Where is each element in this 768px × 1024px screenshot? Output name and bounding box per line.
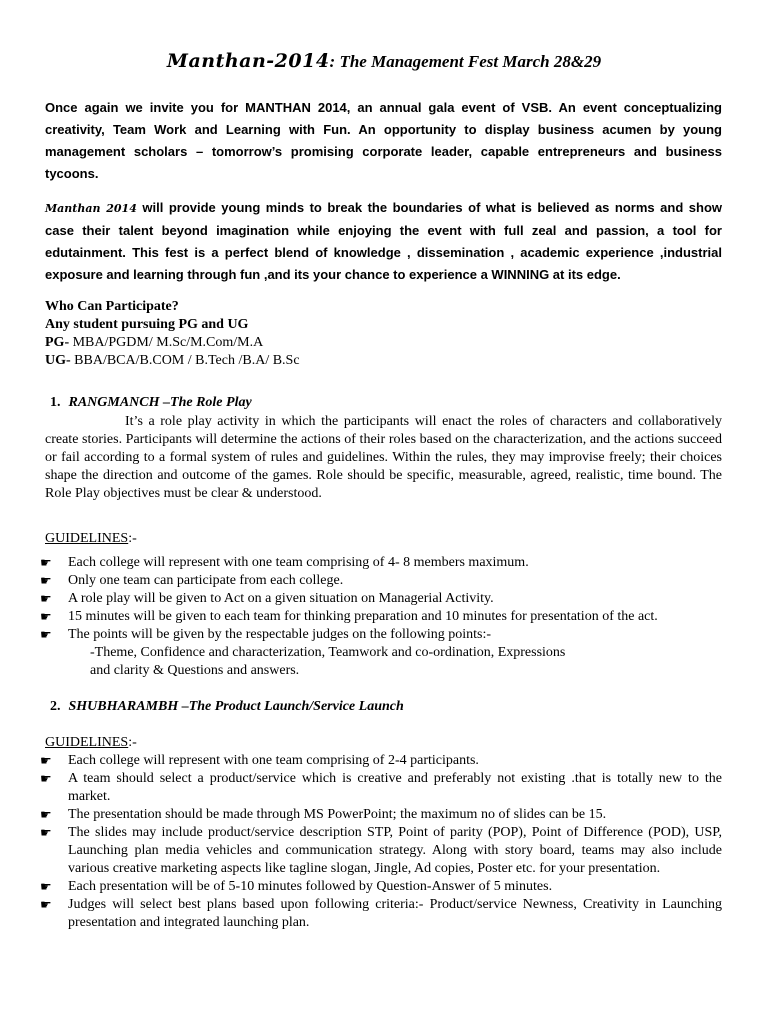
pointing-hand-icon: ☛ (40, 591, 52, 606)
list-item (40, 806, 722, 824)
list-item-text: Judges will select best plans based upon following criteria:- Product/service Newness, Creativity in Launching presentation and integrated launching plan. (68, 897, 722, 930)
list-item (40, 878, 722, 896)
list-item-text: Each college will represent with one team comprising of 4- 8 members maximum. (68, 555, 529, 570)
event1-description (45, 413, 722, 503)
list-item-text: Each college will represent with one team comprising of 2-4 participants. (68, 753, 479, 768)
list-item (40, 626, 722, 680)
pg-value: MBA/PGDM/ M.Sc/M.Com/M.A (69, 335, 264, 350)
inline-brand: Manthan 2014 (45, 202, 137, 215)
pointing-hand-icon: ☛ (40, 807, 52, 822)
list-item (40, 752, 722, 770)
event1-heading (50, 395, 252, 411)
pointing-hand-icon: ☛ (40, 573, 52, 588)
pointing-hand-icon: ☛ (40, 879, 52, 894)
pointing-hand-icon: ☛ (40, 771, 52, 786)
pg-label: PG- (45, 335, 70, 350)
event2-guidelines-word: GUIDELINES (45, 735, 129, 750)
list-item-text: The slides may include product/service description STP, Point of parity (POP), Point of Difference (POD), USP, Launching plan media vehicles and communication strategy. Along with story board, teams may also include various creative marketing aspects like tagline slogan, Jingle, Ad copies, Poster etc. for your presentation. (68, 825, 722, 876)
event2-title: SHUBHARAMBH –The Product Launch/Service Launch (68, 699, 404, 714)
event1-description-text: It’s a role play activity in which the participants will enact the roles of characters and collaboratively create stories. Participants will determine the actions of their roles based on the characterization, and the actions succeed or fail according to a formal system of rules and guidelines. Within the rules, they may improvise freely; their choices shape the direction and outcome of the games. Role should be specific, measurable, agreed, realistic, time bound. The Role Play objectives must be clear & understood. (45, 414, 722, 501)
list-item (40, 572, 722, 590)
ug-line (45, 352, 300, 370)
list-item-text: A team should select a product/service which is creative and preferably not existing .that is totally new to the market. (68, 771, 722, 804)
event2-guidelines-label (45, 734, 137, 752)
event1-guidelines-word: GUIDELINES (45, 531, 129, 546)
pointing-hand-icon: ☛ (40, 825, 52, 840)
list-item (40, 770, 722, 806)
list-item-text: The points will be given by the respectable judges on the following points:- (68, 627, 492, 642)
second-paragraph (45, 197, 722, 286)
ug-value: BBA/BCA/B.COM / B.Tech /B.A/ B.Sc (70, 353, 300, 368)
participation-section (45, 298, 300, 370)
pointing-hand-icon: ☛ (40, 897, 52, 912)
event2-heading (50, 699, 404, 715)
event1-guidelines-list (40, 554, 722, 680)
event1-number: 1. (50, 395, 61, 410)
list-item-text: Only one team can participate from each college. (68, 573, 344, 588)
pointing-hand-icon: ☛ (40, 555, 52, 570)
event2-number: 2. (50, 699, 61, 714)
intro-paragraph: Once again we invite you for MANTHAN 2014, an annual gala event of VSB. An event conceptualizing creativity, Team Work and Learning with Fun. An opportunity to display business acumen by young management scholars – tomorrow’s promising corporate leader, capable entrepreneurs and business tycoons. (45, 100, 722, 181)
list-item (40, 824, 722, 878)
list-item-text: 15 minutes will be given to each team for thinking preparation and 10 minutes for presentation of the act. (68, 609, 658, 624)
participation-subheading: Any student pursuing PG and UG (45, 317, 249, 332)
list-item-text: The presentation should be made through MS PowerPoint; the maximum no of slides can be 15. (68, 807, 607, 822)
title-subtitle: : The Management Fest March 28&29 (329, 52, 602, 71)
list-item (40, 608, 722, 626)
list-item-text: Each presentation will be of 5-10 minutes followed by Question-Answer of 5 minutes. (68, 879, 553, 894)
event2-guidelines-list (40, 752, 722, 932)
pg-line (45, 334, 300, 352)
list-item (40, 554, 722, 572)
event1-guidelines-label (45, 530, 137, 548)
ug-label: UG- (45, 353, 71, 368)
second-paragraph-text: will provide young minds to break the boundaries of what is believed as norms and show case their talent beyond imagination while enjoying the event with full zeal and passion, a tool for edutainment. This fest is a perfect blend of knowledge , dissemination , academic experience ,industrial exposure and learning through fun ,and its your chance to experience a WINNING at its edge. (45, 200, 722, 282)
points-detail-line2: and clarity & Questions and answers. (90, 663, 300, 678)
event1-guidelines-suffix: :- (128, 531, 137, 546)
participation-heading: Who Can Participate? (45, 299, 179, 314)
points-detail-line1: -Theme, Confidence and characterization, Teamwork and co-ordination, Expressions (90, 645, 566, 660)
event2-guidelines-suffix: :- (128, 735, 137, 750)
pointing-hand-icon: ☛ (40, 609, 52, 624)
title-brand: Manthan-2014 (166, 50, 330, 72)
event1-title: RANGMANCH –The Role Play (68, 395, 252, 410)
page-title (0, 50, 768, 72)
list-item (40, 896, 722, 932)
list-item-text: A role play will be given to Act on a given situation on Managerial Activity. (68, 591, 494, 606)
pointing-hand-icon: ☛ (40, 627, 52, 642)
pointing-hand-icon: ☛ (40, 753, 52, 768)
list-item (40, 590, 722, 608)
